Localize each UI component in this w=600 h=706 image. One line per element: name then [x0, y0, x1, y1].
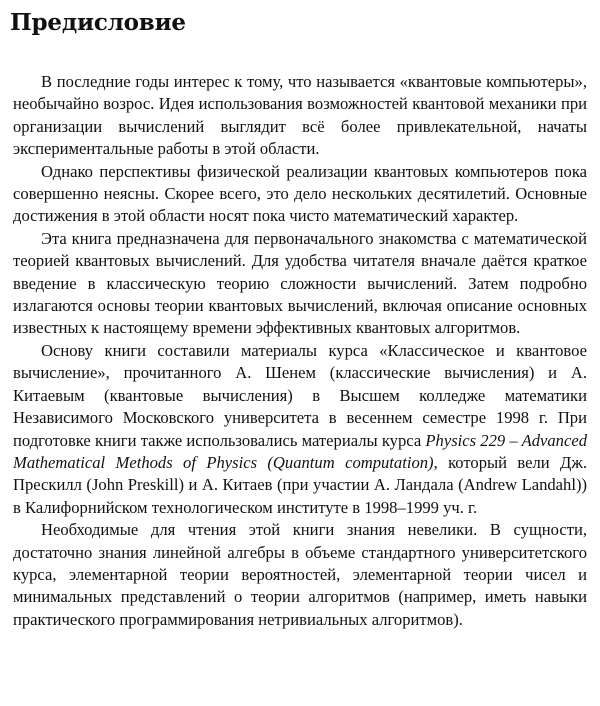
- page-title: Предисловие: [10, 9, 186, 36]
- paragraph-2: Однако перспективы физической реализации квантовых компьютеров пока совершенно неясны. Скорее всего, это дело нескольких десятилетий. Основные достижения в этой области носят пока чисто математический характер.: [13, 161, 587, 226]
- paragraph-1: В последние годы интерес к тому, что называется «квантовые компьютеры», необычайно возрос. Идея использования возможностей квантовой механики при организации вычислений выглядит всё более привлекательной, начаты экспериментальные работы в этой области.: [13, 72, 587, 159]
- paragraph-3: Эта книга предназначена для первоначального знакомства с математической теорией квантовых вычислений. Для удобства читателя вначале даётся краткое введение в классическую теорию сложности вычислений. Затем подробно излагаются основы теории квантовых вычислений, включая описание основных известных к настоящему времени эффективных квантовых алгоритмов.: [13, 228, 587, 338]
- paragraph-4-text-end: , который вели Дж. Прескилл (John Preskill) и А. Китаев (при участии А. Ландала (Andrew Landahl)) в Калифорнийском технологическом институте в 1998–1999 уч. г.: [13, 452, 587, 517]
- course-title-italic: Physics 229 – Advanced Mathematical Methods of Physics (Quantum computation): [13, 430, 587, 472]
- paragraph-4: [13, 340, 587, 519]
- paragraph-5: Необходимые для чтения этой книги знания невелики. В сущности, достаточно знания линейной алгебры в объеме стандартного университетского курса, элементарной теории вероятностей, элементарной теории чисел и минимальных представлений о теории алгоритмов (например, иметь навыки практического программирования нетривиальных алгоритмов).: [13, 520, 587, 629]
- paragraph-4-text-start: Основу книги составили материалы курса «Классическое и квантовое вычисление», прочитанного А. Шенем (классические вычисления) и А. Китаевым (квантовые вычисления) в Высшем колледже математики Независимого Московского университета в весеннем семестре 1998 г. При подготовке книги также использовались материалы курса: [13, 340, 587, 450]
- body-text: [13, 71, 587, 631]
